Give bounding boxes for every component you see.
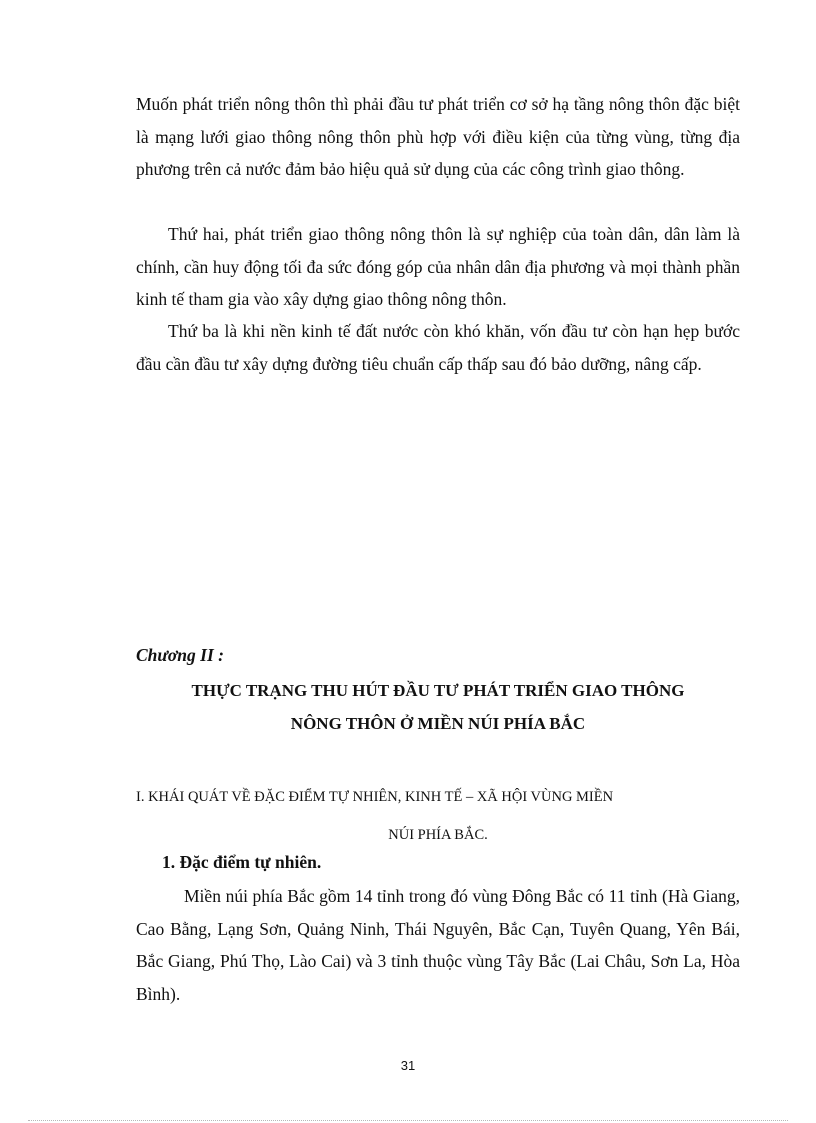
paragraph-second-principle: Thứ hai, phát triển giao thông nông thôn là sự nghiệp của toàn dân, dân làm là chính, cần huy động tối đa sức đóng góp của nhân dân địa phương và mọi thành phần kinh tế tham gia vào xây dựng giao thông nông thôn. bbox=[136, 224, 740, 309]
subheading-natural-features: 1. Đặc điểm tự nhiên. bbox=[162, 852, 322, 872]
chapter-title-line-2: NÔNG THÔN Ở MIỀN NÚI PHÍA BẮC bbox=[290, 714, 586, 733]
footer-divider bbox=[28, 1120, 788, 1121]
section-heading-line-1: I. KHÁI QUÁT VỀ ĐẶC ĐIỂM TỰ NHIÊN, KINH TẾ – XÃ HỘI VÙNG MIỀN bbox=[136, 789, 614, 805]
chapter-label: Chương II : bbox=[136, 645, 224, 665]
chapter-title bbox=[136, 674, 740, 740]
paragraph-northern-provinces: Miền núi phía Bắc gồm 14 tỉnh trong đó vùng Đông Bắc có 11 tỉnh (Hà Giang, Cao Bằng, Lạng Sơn, Quảng Ninh, Thái Nguyên, Bắc Cạn, Tuyên Quang, Yên Bái, Bắc Giang, Phú Thọ, Lào Cai) và 3 tỉnh thuộc vùng Tây Bắc (Lai Châu, Sơn La, Hòa Bình). bbox=[136, 886, 740, 1004]
paragraph-third-principle: Thứ ba là khi nền kinh tế đất nước còn khó khăn, vốn đầu tư còn hạn hẹp bước đầu cần đầu tư xây dựng đường tiêu chuẩn cấp thấp sau đó bảo dưỡng, nâng cấp. bbox=[136, 321, 740, 374]
page-number: 31 bbox=[400, 1058, 416, 1073]
paragraph-infrastructure: Muốn phát triển nông thôn thì phải đầu tư phát triển cơ sở hạ tầng nông thôn đặc biệt là mạng lưới giao thông nông thôn phù hợp với điều kiện của từng vùng, từng địa phương trên cả nước đảm bảo hiệu quả sử dụng của các công trình giao thông. bbox=[136, 94, 740, 179]
section-heading-line-2: NÚI PHÍA BẮC. bbox=[388, 827, 488, 843]
section-heading bbox=[136, 778, 740, 854]
chapter-title-line-1: THỰC TRẠNG THU HÚT ĐẦU TƯ PHÁT TRIỂN GIAO THÔNG bbox=[191, 681, 685, 700]
